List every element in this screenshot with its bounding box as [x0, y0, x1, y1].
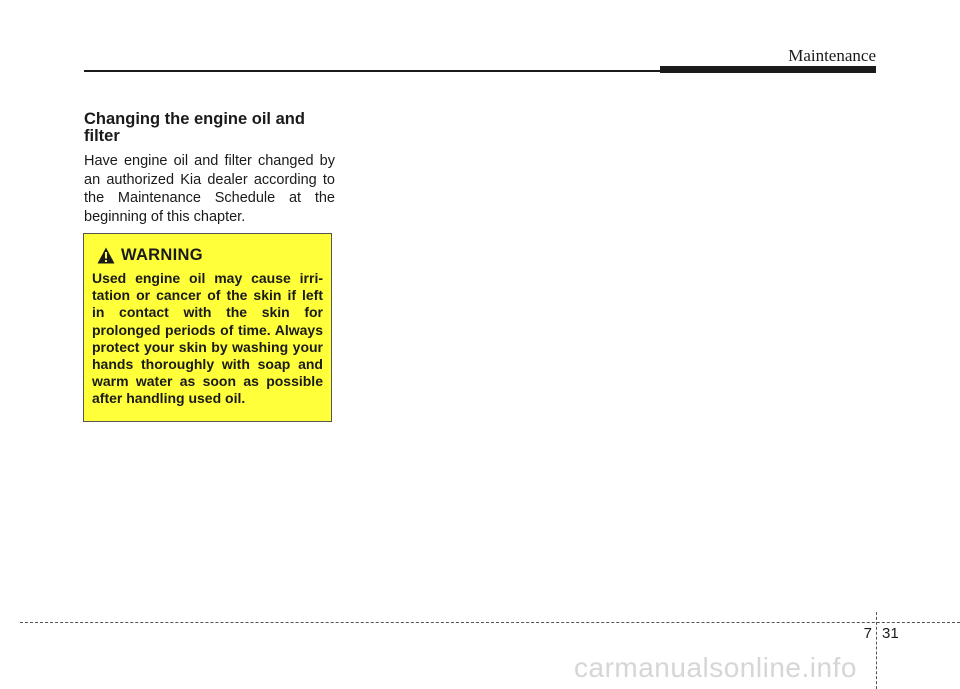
header-rule [84, 70, 662, 72]
section-heading: Changing the engine oil and filter [84, 110, 305, 145]
warning-box [83, 233, 332, 422]
footer-divider [876, 612, 877, 689]
warning-title: WARNING [121, 245, 203, 264]
header-rule-accent [660, 66, 876, 73]
warning-text: Used engine oil may cause irri-tation or cancer of the skin if left in contact with the skin for prolonged periods of time. Always protect your skin by washing your hands thoroughly with soap and warm water as soon as possible after handling used oil. [92, 270, 323, 407]
section-body: Have engine oil and filter changed by an authorized Kia dealer according to the Maintenance Schedule at the beginning of this chapter. [84, 153, 335, 225]
chapter-number: 7 [863, 625, 872, 642]
page-number: 31 [882, 625, 899, 642]
header-title: Maintenance [788, 46, 876, 65]
watermark: carmanualsonline.info [574, 652, 857, 683]
warning-triangle-icon [97, 247, 115, 264]
footer-rule [20, 622, 960, 623]
warning-header [97, 244, 323, 266]
